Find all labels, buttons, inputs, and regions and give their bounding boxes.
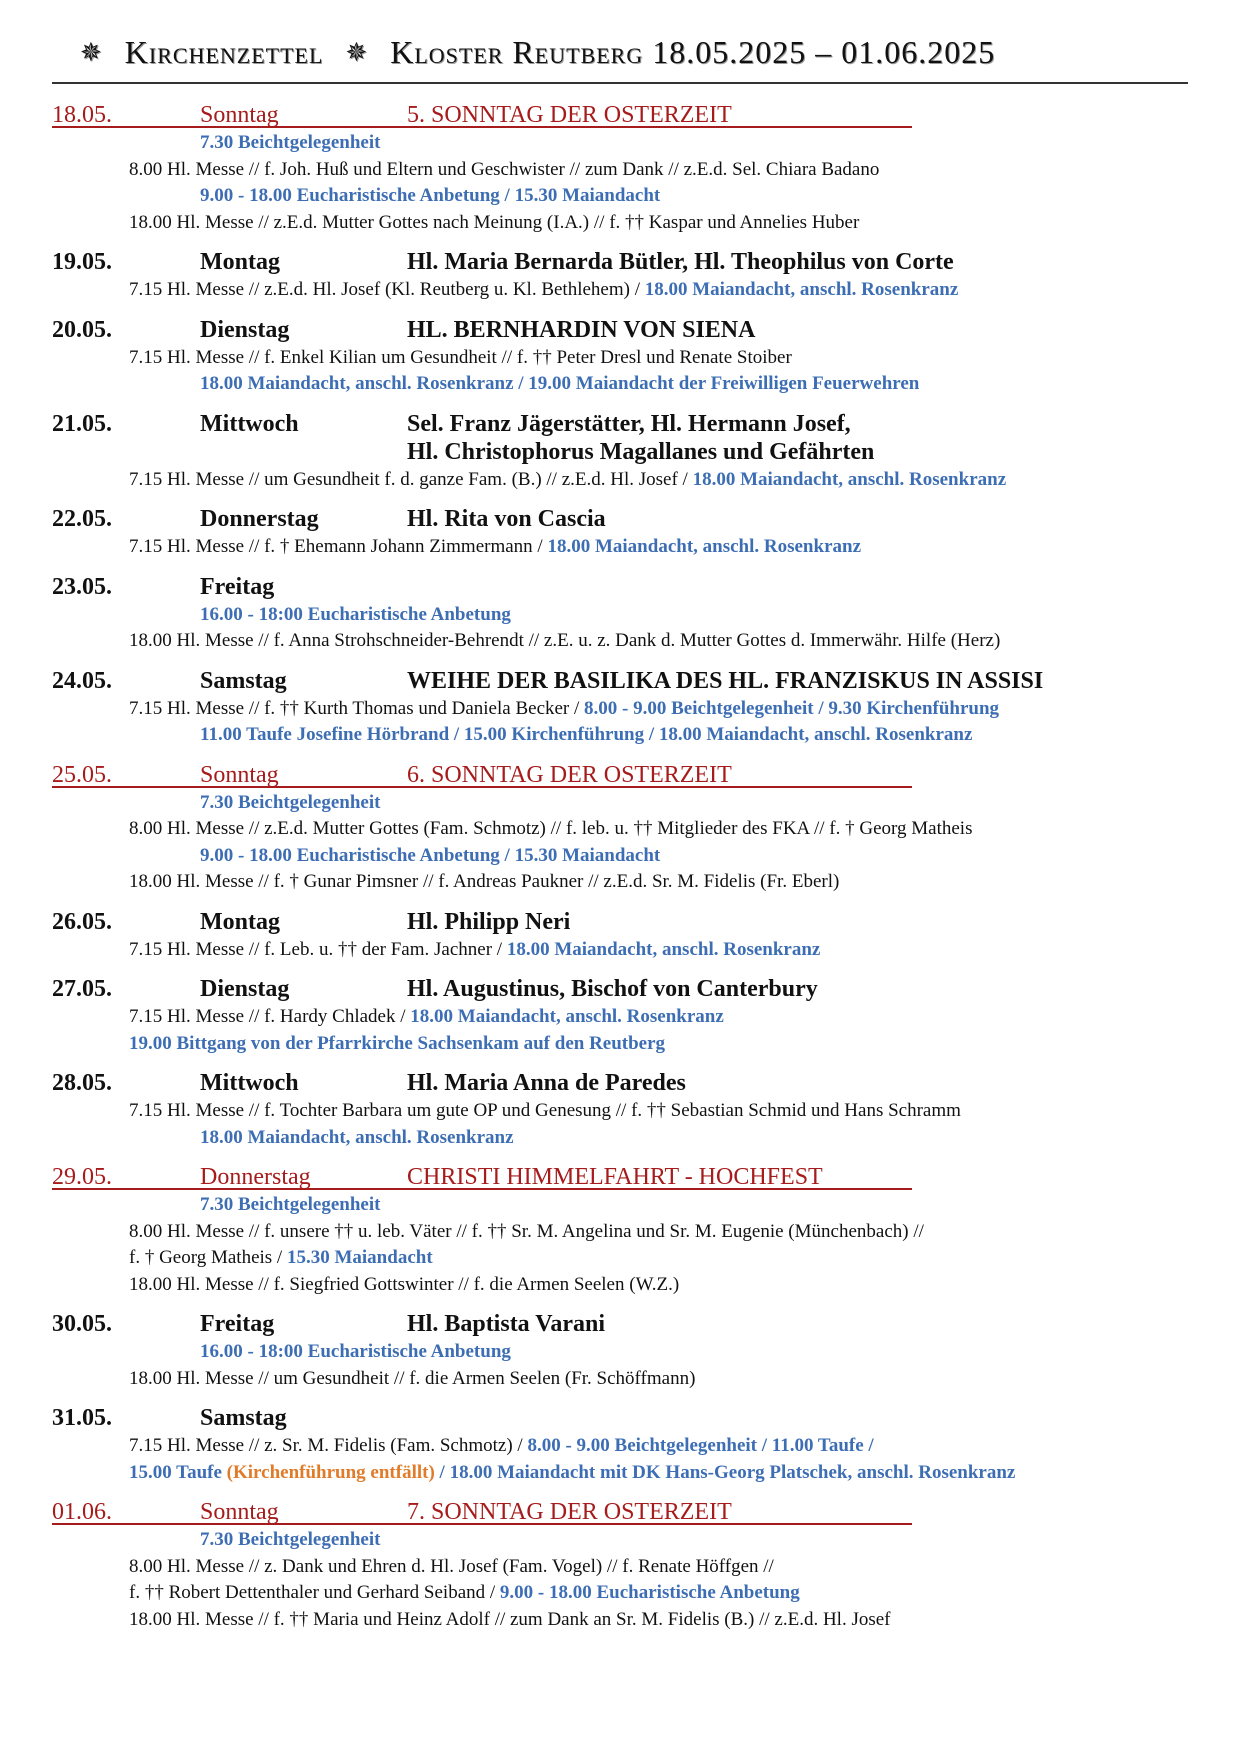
day-weekday: Dienstag: [200, 316, 290, 343]
service-text: 7.15 Hl. Messe // f. Leb. u. †† der Fam. Jachner /: [129, 938, 507, 960]
day-heading: [52, 976, 1192, 1004]
service-highlight: 15.00 Taufe: [129, 1461, 227, 1483]
day-weekday: Samstag: [200, 667, 287, 694]
day-date: 26.05.: [52, 908, 112, 935]
day-entry: [52, 976, 1192, 1057]
day-entry: [52, 249, 1192, 304]
service-text: 7.15 Hl. Messe // z. Sr. M. Fidelis (Fam. Schmotz) /: [129, 1435, 528, 1456]
service-highlight: 15.30 Maiandacht: [286, 1247, 433, 1268]
day-entry: [52, 668, 1192, 749]
day-feast-line2: Hl. Christophorus Magallanes und Gefährten: [407, 438, 875, 465]
day-feast: Hl. Augustinus, Bischof von Canterbury: [407, 976, 818, 1002]
day-date: 24.05.: [52, 667, 112, 694]
day-weekday: Montag: [200, 249, 280, 275]
day-entry: [52, 1070, 1192, 1151]
day-weekday: Sonntag: [200, 102, 279, 128]
service-line: [52, 1004, 1192, 1031]
day-heading: [52, 411, 1192, 439]
day-entry: [52, 1405, 1192, 1486]
day-heading: [52, 1311, 1192, 1339]
service-line: [52, 869, 1192, 896]
day-date: 20.05.: [52, 316, 112, 343]
day-heading: [52, 1070, 1192, 1098]
service-text: 18.00 Hl. Messe // f. † Gunar Pimsner // f. Andreas Paukner // z.E.d. Sr. M. Fidelis (Fr. Eberl): [129, 871, 840, 892]
service-line: [52, 1460, 1192, 1487]
day-weekday: Samstag: [200, 1405, 287, 1431]
day-date: 21.05.: [52, 410, 112, 437]
day-heading: [52, 762, 1192, 790]
service-highlight: 18.00 Maiandacht, anschl. Rosenkranz / 19.00 Maiandacht der Freiwilligen Feuerwehren: [200, 373, 920, 394]
day-date: 27.05.: [52, 976, 112, 1002]
day-heading: [52, 1499, 1192, 1527]
service-line: [52, 1031, 1192, 1058]
service-line: [52, 1125, 1192, 1152]
service-text: 7.15 Hl. Messe // f. † Ehemann Johann Zimmermann /: [129, 536, 548, 557]
day-date: 19.05.: [52, 249, 112, 275]
day-heading: [52, 102, 1192, 130]
day-heading: [52, 249, 1192, 277]
service-text: 18.00 Hl. Messe // f. Siegfried Gottswinter // f. die Armen Seelen (W.Z.): [129, 1273, 680, 1295]
day-weekday: Donnerstag: [200, 506, 319, 532]
service-text: 7.15 Hl. Messe // z.E.d. Hl. Josef (Kl. Reutberg u. Kl. Bethlehem) /: [129, 279, 645, 300]
service-highlight: 18.00 Maiandacht, anschl. Rosenkranz: [410, 1006, 724, 1027]
service-line: [52, 1607, 1192, 1634]
day-heading: [52, 909, 1192, 937]
service-line: [52, 602, 1192, 629]
service-line: [52, 371, 1192, 398]
service-highlight: 11.00 Taufe Josefine Hörbrand / 15.00 Kirchenführung / 18.00 Maiandacht, anschl. Rosenkranz: [200, 724, 973, 745]
service-line: [52, 1219, 1192, 1246]
service-line: [52, 534, 1192, 561]
day-feast: Hl. Rita von Cascia: [407, 506, 606, 532]
service-highlight: 7.30 Beichtgelegenheit: [200, 1194, 381, 1215]
service-text: 7.15 Hl. Messe // f. Tochter Barbara um gute OP und Genesung // f. †† Sebastian Schmid und Hans Schramm: [129, 1100, 961, 1121]
service-highlight: 9.00 - 18.00 Eucharistische Anbetung / 15.30 Maiandacht: [200, 844, 661, 866]
service-note: (Kirchenführung entfällt): [226, 1461, 435, 1483]
header-subtitle: Kloster Reutberg 18.05.2025 – 01.06.2025: [390, 34, 996, 70]
service-highlight: 18.00 Maiandacht, anschl. Rosenkranz: [200, 1126, 514, 1148]
day-entry: [52, 506, 1192, 561]
service-highlight: 16.00 - 18:00 Eucharistische Anbetung: [200, 1341, 511, 1362]
service-line: [52, 157, 1192, 184]
service-line: [52, 277, 1192, 304]
day-date: 23.05.: [52, 573, 112, 600]
service-text: 7.15 Hl. Messe // f. Hardy Chladek /: [129, 1006, 411, 1027]
day-weekday: Dienstag: [200, 976, 290, 1002]
service-line: [52, 628, 1192, 655]
day-heading: [52, 317, 1192, 345]
service-text: 18.00 Hl. Messe // z.E.d. Mutter Gottes nach Meinung (I.A.) // f. †† Kaspar und Annelies Huber: [129, 211, 860, 233]
service-line: [52, 1366, 1192, 1393]
service-highlight: 9.00 - 18.00 Eucharistische Anbetung: [499, 1582, 800, 1603]
day-entry: [52, 317, 1192, 398]
day-date: 29.05.: [52, 1164, 112, 1190]
service-highlight: 7.30 Beichtgelegenheit: [200, 1529, 381, 1550]
service-highlight: 18.00 Maiandacht, anschl. Rosenkranz: [692, 468, 1007, 490]
day-feast: Hl. Philipp Neri: [407, 908, 571, 935]
day-date: 01.06.: [52, 1499, 112, 1525]
day-heading: [52, 574, 1192, 602]
service-line: [52, 1098, 1192, 1125]
service-line: [52, 1245, 1192, 1272]
service-line: [52, 816, 1192, 843]
day-entry: [52, 411, 1192, 494]
service-line: [52, 1339, 1192, 1366]
day-feast: 5. SONNTAG DER OSTERZEIT: [407, 102, 732, 128]
day-date: 25.05.: [52, 761, 112, 788]
service-line: [52, 130, 1192, 157]
day-entry: [52, 762, 1192, 896]
day-weekday: Freitag: [200, 1311, 275, 1337]
service-line: [52, 1580, 1192, 1607]
service-text: 18.00 Hl. Messe // um Gesundheit // f. die Armen Seelen (Fr. Schöffmann): [129, 1367, 696, 1389]
day-feast: Hl. Baptista Varani: [407, 1311, 606, 1337]
schedule: [52, 102, 1192, 1646]
service-line: [52, 345, 1192, 372]
service-line: [52, 467, 1192, 494]
day-feast: Hl. Maria Anna de Paredes: [407, 1070, 686, 1096]
day-feast: 7. SONNTAG DER OSTERZEIT: [407, 1499, 732, 1525]
service-highlight: 18.00 Maiandacht, anschl. Rosenkranz: [506, 938, 821, 960]
day-entry: [52, 1499, 1192, 1633]
day-date: 28.05.: [52, 1070, 112, 1096]
day-heading: [52, 1405, 1192, 1433]
service-highlight: 18.00 Maiandacht, anschl. Rosenkranz: [644, 279, 959, 300]
service-line: [52, 210, 1192, 237]
service-line: [52, 722, 1192, 749]
service-line: [52, 696, 1192, 723]
service-line: [52, 1433, 1192, 1460]
flower-icon: ✵: [80, 38, 103, 67]
day-weekday: Donnerstag: [200, 1164, 311, 1190]
day-entry: [52, 102, 1192, 236]
service-highlight: 7.30 Beichtgelegenheit: [200, 132, 381, 153]
service-line: [52, 183, 1192, 210]
page-header: [52, 22, 1188, 84]
service-text: 8.00 Hl. Messe // z. Dank und Ehren d. Hl. Josef (Fam. Vogel) // f. Renate Höffgen //: [129, 1555, 774, 1577]
day-feast: HL. BERNHARDIN VON SIENA: [407, 316, 756, 343]
day-date: 30.05.: [52, 1311, 112, 1337]
day-date: 22.05.: [52, 506, 112, 532]
service-highlight: 9.00 - 18.00 Eucharistische Anbetung / 15.30 Maiandacht: [200, 185, 661, 206]
day-weekday: Mittwoch: [200, 410, 299, 437]
service-line: [52, 790, 1192, 817]
service-line: [52, 1527, 1192, 1554]
day-entry: [52, 1164, 1192, 1298]
day-date: 31.05.: [52, 1405, 112, 1431]
day-weekday: Montag: [200, 908, 280, 935]
service-text: 8.00 Hl. Messe // f. Joh. Huß und Eltern und Geschwister // zum Dank // z.E.d. Sel. Chiara Badano: [129, 158, 880, 180]
header-title: Kirchenzettel: [124, 34, 324, 70]
service-highlight: 8.00 - 9.00 Beichtgelegenheit / 11.00 Taufe /: [527, 1435, 874, 1456]
day-feast: Hl. Maria Bernarda Bütler, Hl. Theophilus von Corte: [407, 249, 954, 275]
service-highlight: / 18.00 Maiandacht mit DK Hans-Georg Platschek, anschl. Rosenkranz: [434, 1461, 1016, 1483]
service-highlight: 18.00 Maiandacht, anschl. Rosenkranz: [547, 536, 861, 557]
service-highlight: 7.30 Beichtgelegenheit: [200, 791, 381, 813]
service-text: 7.15 Hl. Messe // um Gesundheit f. d. ganze Fam. (B.) // z.E.d. Hl. Josef /: [129, 468, 693, 490]
service-text: 7.15 Hl. Messe // f. †† Kurth Thomas und Daniela Becker /: [129, 697, 585, 719]
service-text: 8.00 Hl. Messe // z.E.d. Mutter Gottes (Fam. Schmotz) // f. leb. u. †† Mitglieder des FKA // f. † Georg Matheis: [129, 818, 973, 839]
service-text: 18.00 Hl. Messe // f. †† Maria und Heinz Adolf // zum Dank an Sr. M. Fidelis (B.) // z.E.d. Hl. Josef: [129, 1608, 891, 1630]
service-line: [52, 1554, 1192, 1581]
day-heading: [52, 668, 1192, 696]
day-heading: [52, 506, 1192, 534]
service-line: [52, 937, 1192, 964]
day-entry: [52, 574, 1192, 655]
day-weekday: Freitag: [200, 573, 275, 600]
day-entry: [52, 1311, 1192, 1392]
service-line: [52, 843, 1192, 870]
day-weekday: Sonntag: [200, 761, 279, 788]
service-highlight: 16.00 - 18:00 Eucharistische Anbetung: [200, 603, 511, 625]
day-feast: CHRISTI HIMMELFAHRT - HOCHFEST: [407, 1164, 823, 1190]
service-text: 18.00 Hl. Messe // f. Anna Strohschneider-Behrendt // z.E. u. z. Dank d. Mutter Gottes d. Immerwähr. Hilfe (Herz): [129, 630, 1001, 651]
day-feast: Sel. Franz Jägerstätter, Hl. Hermann Josef,: [407, 410, 851, 437]
day-heading: [52, 1164, 1192, 1192]
day-weekday: Sonntag: [200, 1499, 279, 1525]
day-date: 18.05.: [52, 102, 112, 128]
service-highlight: 8.00 - 9.00 Beichtgelegenheit / 9.30 Kirchenführung: [584, 697, 1000, 719]
service-highlight: 19.00 Bittgang von der Pfarrkirche Sachsenkam auf den Reutberg: [129, 1032, 666, 1054]
service-line: [52, 1272, 1192, 1299]
header-title-row: [80, 34, 995, 71]
day-weekday: Mittwoch: [200, 1070, 299, 1096]
service-text: 7.15 Hl. Messe // f. Enkel Kilian um Gesundheit // f. †† Peter Dresl und Renate Stoiber: [129, 346, 792, 368]
flower-icon: ✵: [345, 38, 369, 67]
day-entry: [52, 909, 1192, 964]
service-text: 8.00 Hl. Messe // f. unsere †† u. leb. Väter // f. †† Sr. M. Angelina und Sr. M. Eugenie (Münchenbach) //: [129, 1220, 924, 1242]
day-feast: 6. SONNTAG DER OSTERZEIT: [407, 761, 732, 788]
service-text: f. † Georg Matheis /: [129, 1247, 287, 1268]
service-text: f. †† Robert Dettenthaler und Gerhard Seiband /: [129, 1582, 500, 1603]
service-line: [52, 1192, 1192, 1219]
day-feast: WEIHE DER BASILIKA DES HL. FRANZISKUS IN ASSISI: [407, 667, 1044, 694]
